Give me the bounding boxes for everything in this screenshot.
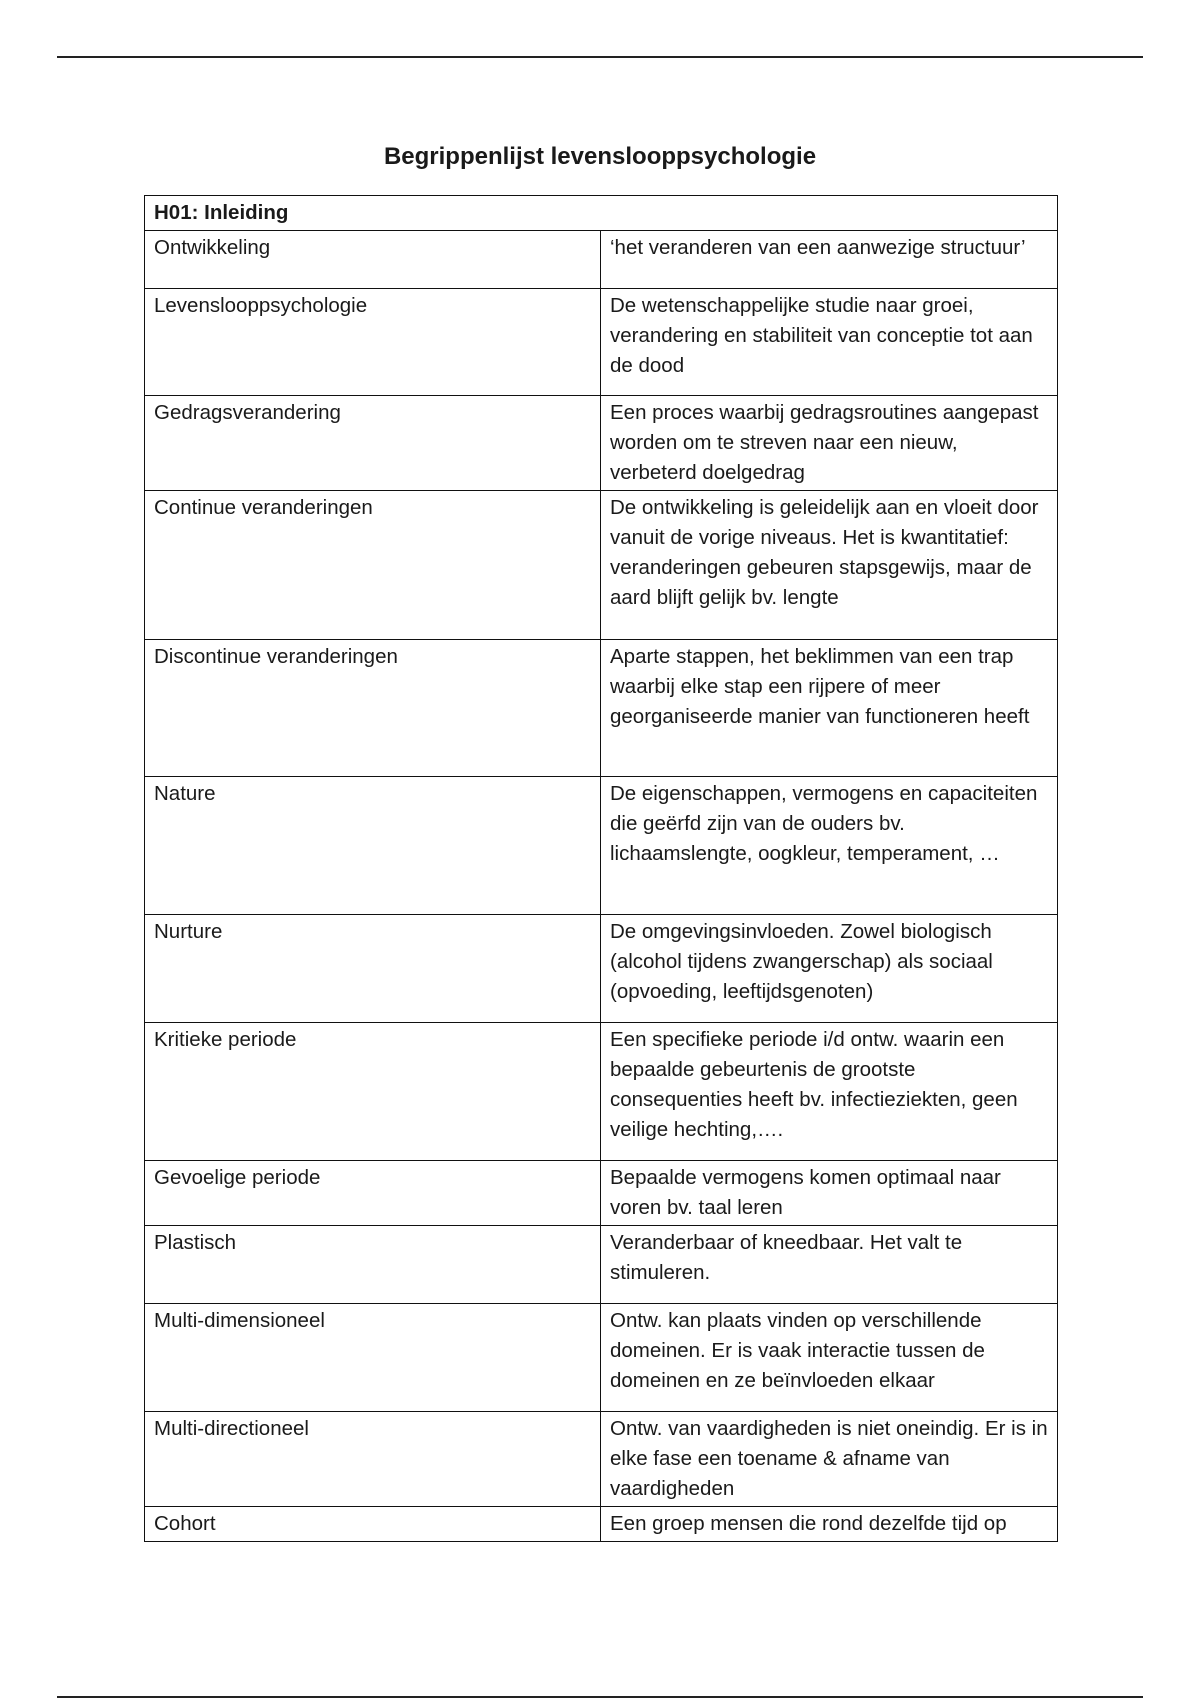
definition-cell: De omgevingsinvloeden. Zowel biologisch (alcohol tijdens zwangerschap) als sociaal (opvoeding, leeftijdsgenoten) (601, 915, 1058, 1023)
table-row (145, 777, 1058, 915)
definition-cell: Bepaalde vermogens komen optimaal naar voren bv. taal leren (601, 1161, 1058, 1226)
term-cell: Continue veranderingen (145, 491, 601, 640)
definition-cell: Een proces waarbij gedragsroutines aangepast worden om te streven naar een nieuw, verbeterd doelgedrag (601, 396, 1058, 491)
table-row (145, 289, 1058, 396)
section-header-row (145, 196, 1058, 231)
top-rule (57, 56, 1143, 58)
definition-cell: Ontw. van vaardigheden is niet oneindig. Er is in elke fase een toename & afname van vaardigheden (601, 1412, 1058, 1507)
term-cell: Plastisch (145, 1226, 601, 1304)
table-row (145, 1304, 1058, 1412)
definition-cell: De eigenschappen, vermogens en capaciteiten die geërfd zijn van de ouders bv. lichaamslengte, oogkleur, temperament, … (601, 777, 1058, 915)
term-cell: Gevoelige periode (145, 1161, 601, 1226)
table-row (145, 1161, 1058, 1226)
term-cell: Levenslooppsychologie (145, 289, 601, 396)
term-cell: Multi-directioneel (145, 1412, 601, 1507)
table-row (145, 915, 1058, 1023)
term-cell: Cohort (145, 1507, 601, 1542)
table-row (145, 1507, 1058, 1542)
table-row (145, 491, 1058, 640)
definition-cell: Ontw. kan plaats vinden op verschillende domeinen. Er is vaak interactie tussen de domeinen en ze beïnvloeden elkaar (601, 1304, 1058, 1412)
definition-cell: De wetenschappelijke studie naar groei, verandering en stabiliteit van conceptie tot aan de dood (601, 289, 1058, 396)
definition-cell: Aparte stappen, het beklimmen van een trap waarbij elke stap een rijpere of meer georganiseerde manier van functioneren heeft (601, 640, 1058, 777)
term-cell: Nurture (145, 915, 601, 1023)
term-cell: Discontinue veranderingen (145, 640, 601, 777)
term-cell: Gedragsverandering (145, 396, 601, 491)
term-cell: Ontwikkeling (145, 231, 601, 289)
definition-cell: ‘het veranderen van een aanwezige structuur’ (601, 231, 1058, 289)
term-cell: Kritieke periode (145, 1023, 601, 1161)
table-row (145, 231, 1058, 289)
bottom-rule (57, 1696, 1143, 1698)
table-row (145, 1226, 1058, 1304)
table-row (145, 1412, 1058, 1507)
definition-cell: Een groep mensen die rond dezelfde tijd op (601, 1507, 1058, 1542)
table-row (145, 640, 1058, 777)
term-cell: Multi-dimensioneel (145, 1304, 601, 1412)
section-header: H01: Inleiding (145, 196, 1058, 231)
document-title: Begrippenlijst levenslooppsychologie (383, 143, 817, 170)
table-row (145, 1023, 1058, 1161)
terms-table (144, 195, 1058, 1542)
definition-cell: Veranderbaar of kneedbaar. Het valt te stimuleren. (601, 1226, 1058, 1304)
definition-cell: De ontwikkeling is geleidelijk aan en vloeit door vanuit de vorige niveaus. Het is kwantitatief: veranderingen gebeuren stapsgewijs, maar de aard blijft gelijk bv. lengte (601, 491, 1058, 640)
term-cell: Nature (145, 777, 601, 915)
definition-cell: Een specifieke periode i/d ontw. waarin een bepaalde gebeurtenis de grootste consequenties heeft bv. infectieziekten, geen veilige hechting,…. (601, 1023, 1058, 1161)
table-row (145, 396, 1058, 491)
